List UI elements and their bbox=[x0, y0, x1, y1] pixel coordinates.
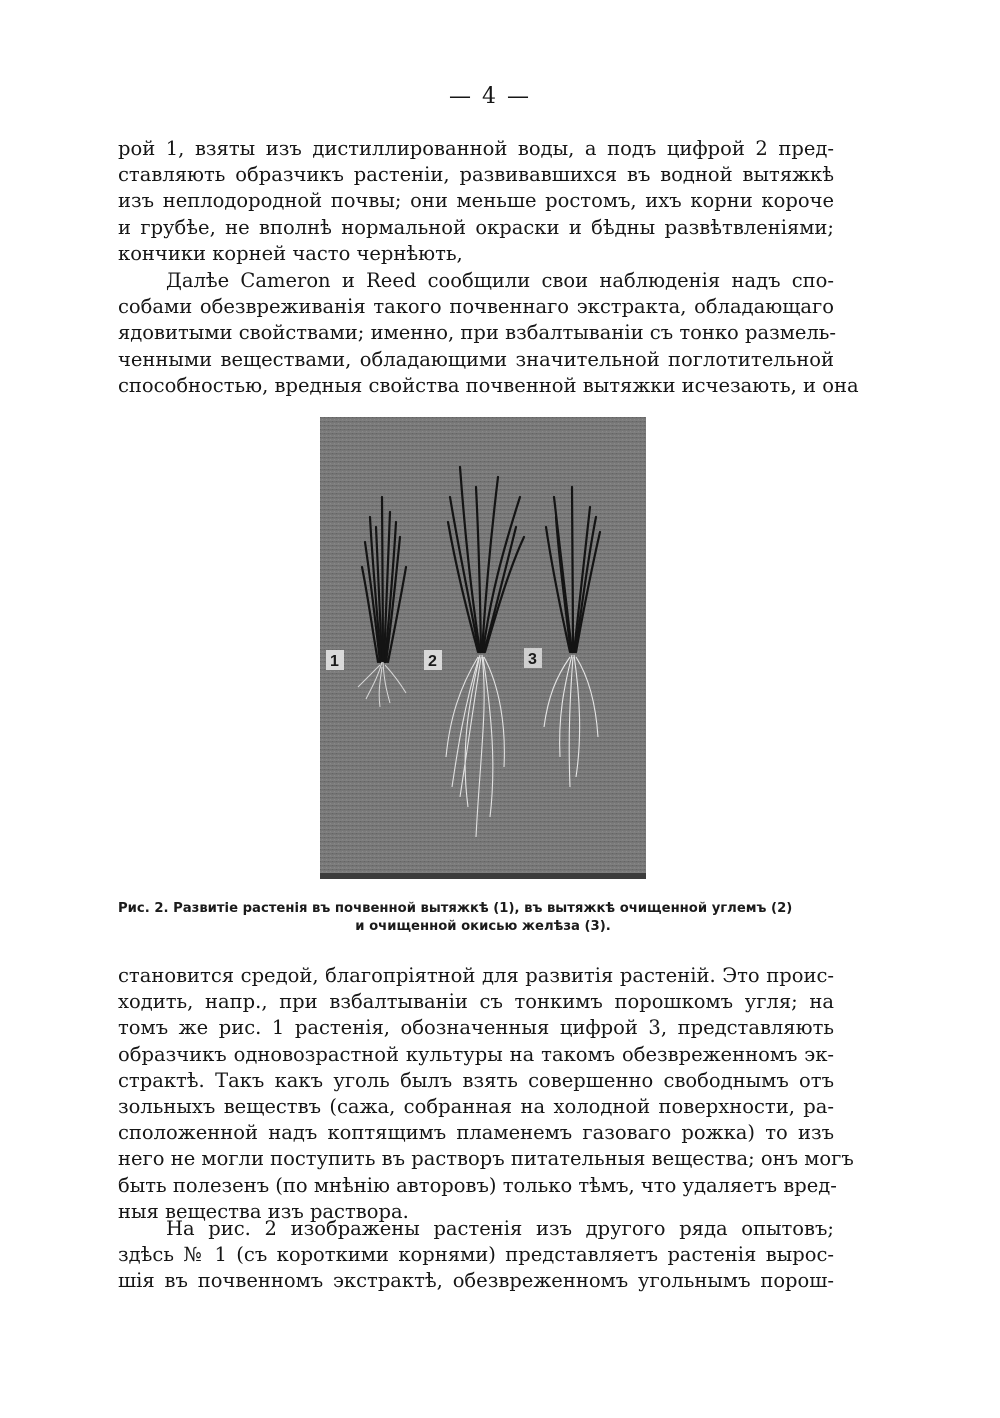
figure-label-1: 1 bbox=[330, 653, 339, 670]
text-line: быть полезенъ (по мнѣнію авторовъ) только тѣмъ, что удаляетъ вред- bbox=[118, 1173, 837, 1197]
caption-line: и очищенной окисью желѣза (3). bbox=[355, 919, 611, 934]
text-line: собами обезвреживанія такого почвеннаго экстракта, обладающаго bbox=[118, 295, 834, 319]
text-line: На рис. 2 изображены растенія изъ другого ряда опытовъ; bbox=[166, 1217, 834, 1240]
paragraph-3 bbox=[118, 963, 854, 1225]
text-line: здѣсь № 1 (съ короткими корнями) представляетъ растенія вырос- bbox=[118, 1243, 834, 1267]
text-line: образчикъ одновозрастной культуры на такомъ обезвреженномъ эк- bbox=[118, 1042, 834, 1066]
text-line: сположенной надъ коптящимъ пламенемъ газоваго рожка) то изъ bbox=[118, 1121, 834, 1145]
text-line: ядовитыми свойствами; именно, при взбалтываніи съ тонко размель- bbox=[118, 321, 837, 345]
text-line: становится средой, благопріятной для развитія растеній. Это проис- bbox=[118, 964, 834, 987]
text-line: томъ же рис. 1 растенія, обозначенныя цифрой 3, представляють bbox=[118, 1016, 834, 1040]
text-line: способностью, вредныя свойства почвенной вытяжки исчезають, и она bbox=[118, 373, 859, 397]
page-number: — 4 — bbox=[449, 84, 531, 109]
paragraph-1 bbox=[118, 136, 834, 267]
text-line: ченными веществами, обладающими значительной поглотительной bbox=[118, 347, 834, 371]
figure-caption bbox=[118, 900, 848, 936]
text-line: Далѣе Cameron и Reed сообщили свои наблюденія надъ спо- bbox=[166, 269, 834, 292]
text-line: шія въ почвенномъ экстрактѣ, обезвреженномъ угольнымъ порош- bbox=[118, 1269, 834, 1293]
caption-line: Рис. 2. Развитіе растенія въ почвенной вытяжкѣ (1), въ вытяжкѣ очищенной углемъ (2) bbox=[118, 901, 793, 916]
plant-photograph bbox=[320, 417, 646, 879]
text-line: и грубѣе, не вполнѣ нормальной окраски и бѣдны развѣтвленіями; bbox=[118, 215, 834, 239]
figure-label-3: 3 bbox=[528, 651, 537, 668]
text-line: кончики корней часто чернѣють, bbox=[118, 241, 463, 265]
text-line: ныя вещества изъ раствора. bbox=[118, 1199, 409, 1223]
paragraph-2 bbox=[118, 268, 859, 399]
text-line: ставляють образчикъ растеніи, развивавшихся въ водной вытяжкѣ bbox=[118, 163, 834, 187]
figure-label-2: 2 bbox=[428, 653, 437, 670]
text-line: него не могли поступить въ растворъ питательныя вещества; онъ могъ bbox=[118, 1147, 854, 1171]
text-line: зольныхъ веществъ (сажа, собранная на холодной поверхности, ра- bbox=[118, 1095, 834, 1119]
text-line: страктѣ. Такъ какъ уголь былъ взять совершенно свободнымъ отъ bbox=[118, 1068, 834, 1092]
text-line: изъ неплодородной почвы; они меньше ростомъ, ихъ корни короче bbox=[118, 189, 834, 213]
text-line: ходить, напр., при взбалтываніи съ тонкимъ порошкомъ угля; на bbox=[118, 990, 834, 1014]
text-line: рой 1, взяты изъ дистиллированной воды, а подъ цифрой 2 пред- bbox=[118, 137, 834, 160]
paragraph-4 bbox=[118, 1216, 834, 1295]
